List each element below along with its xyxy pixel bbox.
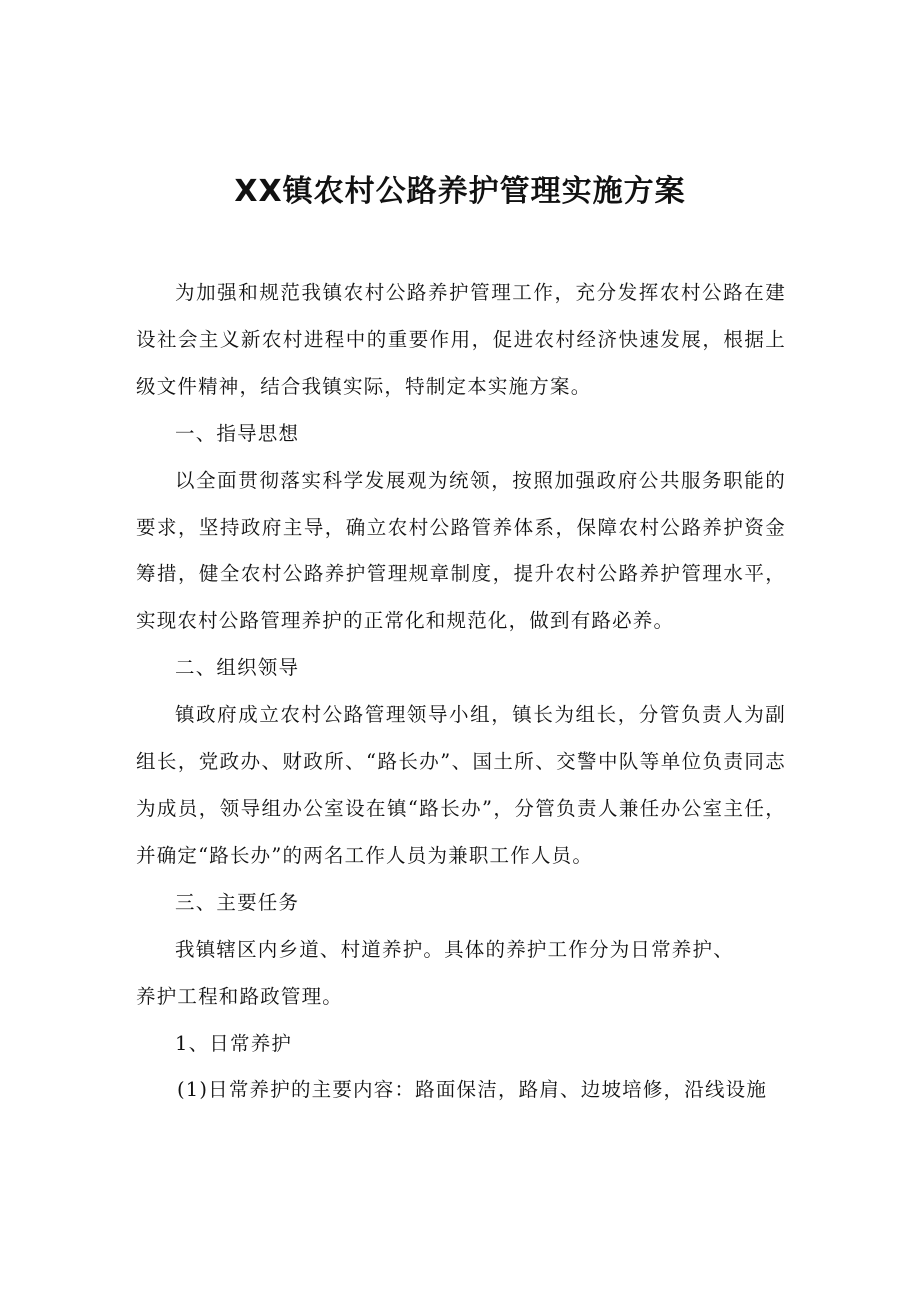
section-heading-guiding-ideology: 一、指导思想 [175, 421, 300, 445]
paragraph-organization: 镇政府成立农村公路管理领导小组，镇长为组长，分管负责人为副组长，党政办、财政所、“路长办”、国土所、交警中队等单位负责同志为成员，领导组办公室设在镇“路长办”，分管负责人兼任办公室主任，并确定“路长办”的两名工作人员为兼职工作人员。 [136, 703, 786, 867]
document-body [136, 270, 786, 1114]
document-title: XX镇农村公路养护管理实施方案 [234, 174, 686, 209]
paragraph-main-tasks: 我镇辖区内乡道、村道养护。具体的养护工作分为日常养护、养护工程和路政管理。 [136, 937, 734, 1008]
paragraph-intro: 为加强和规范我镇农村公路养护管理工作，充分发挥农村公路在建设社会主义新农村进程中的重要作用，促进农村经济快速发展，根据上级文件精神，结合我镇实际，特制定本实施方案。 [136, 281, 786, 398]
section-heading-main-tasks: 三、主要任务 [175, 890, 300, 914]
paragraph-guiding-ideology: 以全面贯彻落实科学发展观为统领，按照加强政府公共服务职能的要求，坚持政府主导，确立农村公路管养体系，保障农村公路养护资金筹措，健全农村公路养护管理规章制度，提升农村公路养护管理水平，实现农村公路管理养护的正常化和规范化，做到有路必养。 [136, 468, 786, 633]
list-item-daily-maintenance-content: (1)日常养护的主要内容：路面保洁，路肩、边坡培修，沿线设施 [176, 1078, 768, 1102]
section-heading-organization: 二、组织领导 [175, 656, 300, 680]
subsection-heading-daily-maintenance: 1、日常养护 [175, 1031, 293, 1055]
